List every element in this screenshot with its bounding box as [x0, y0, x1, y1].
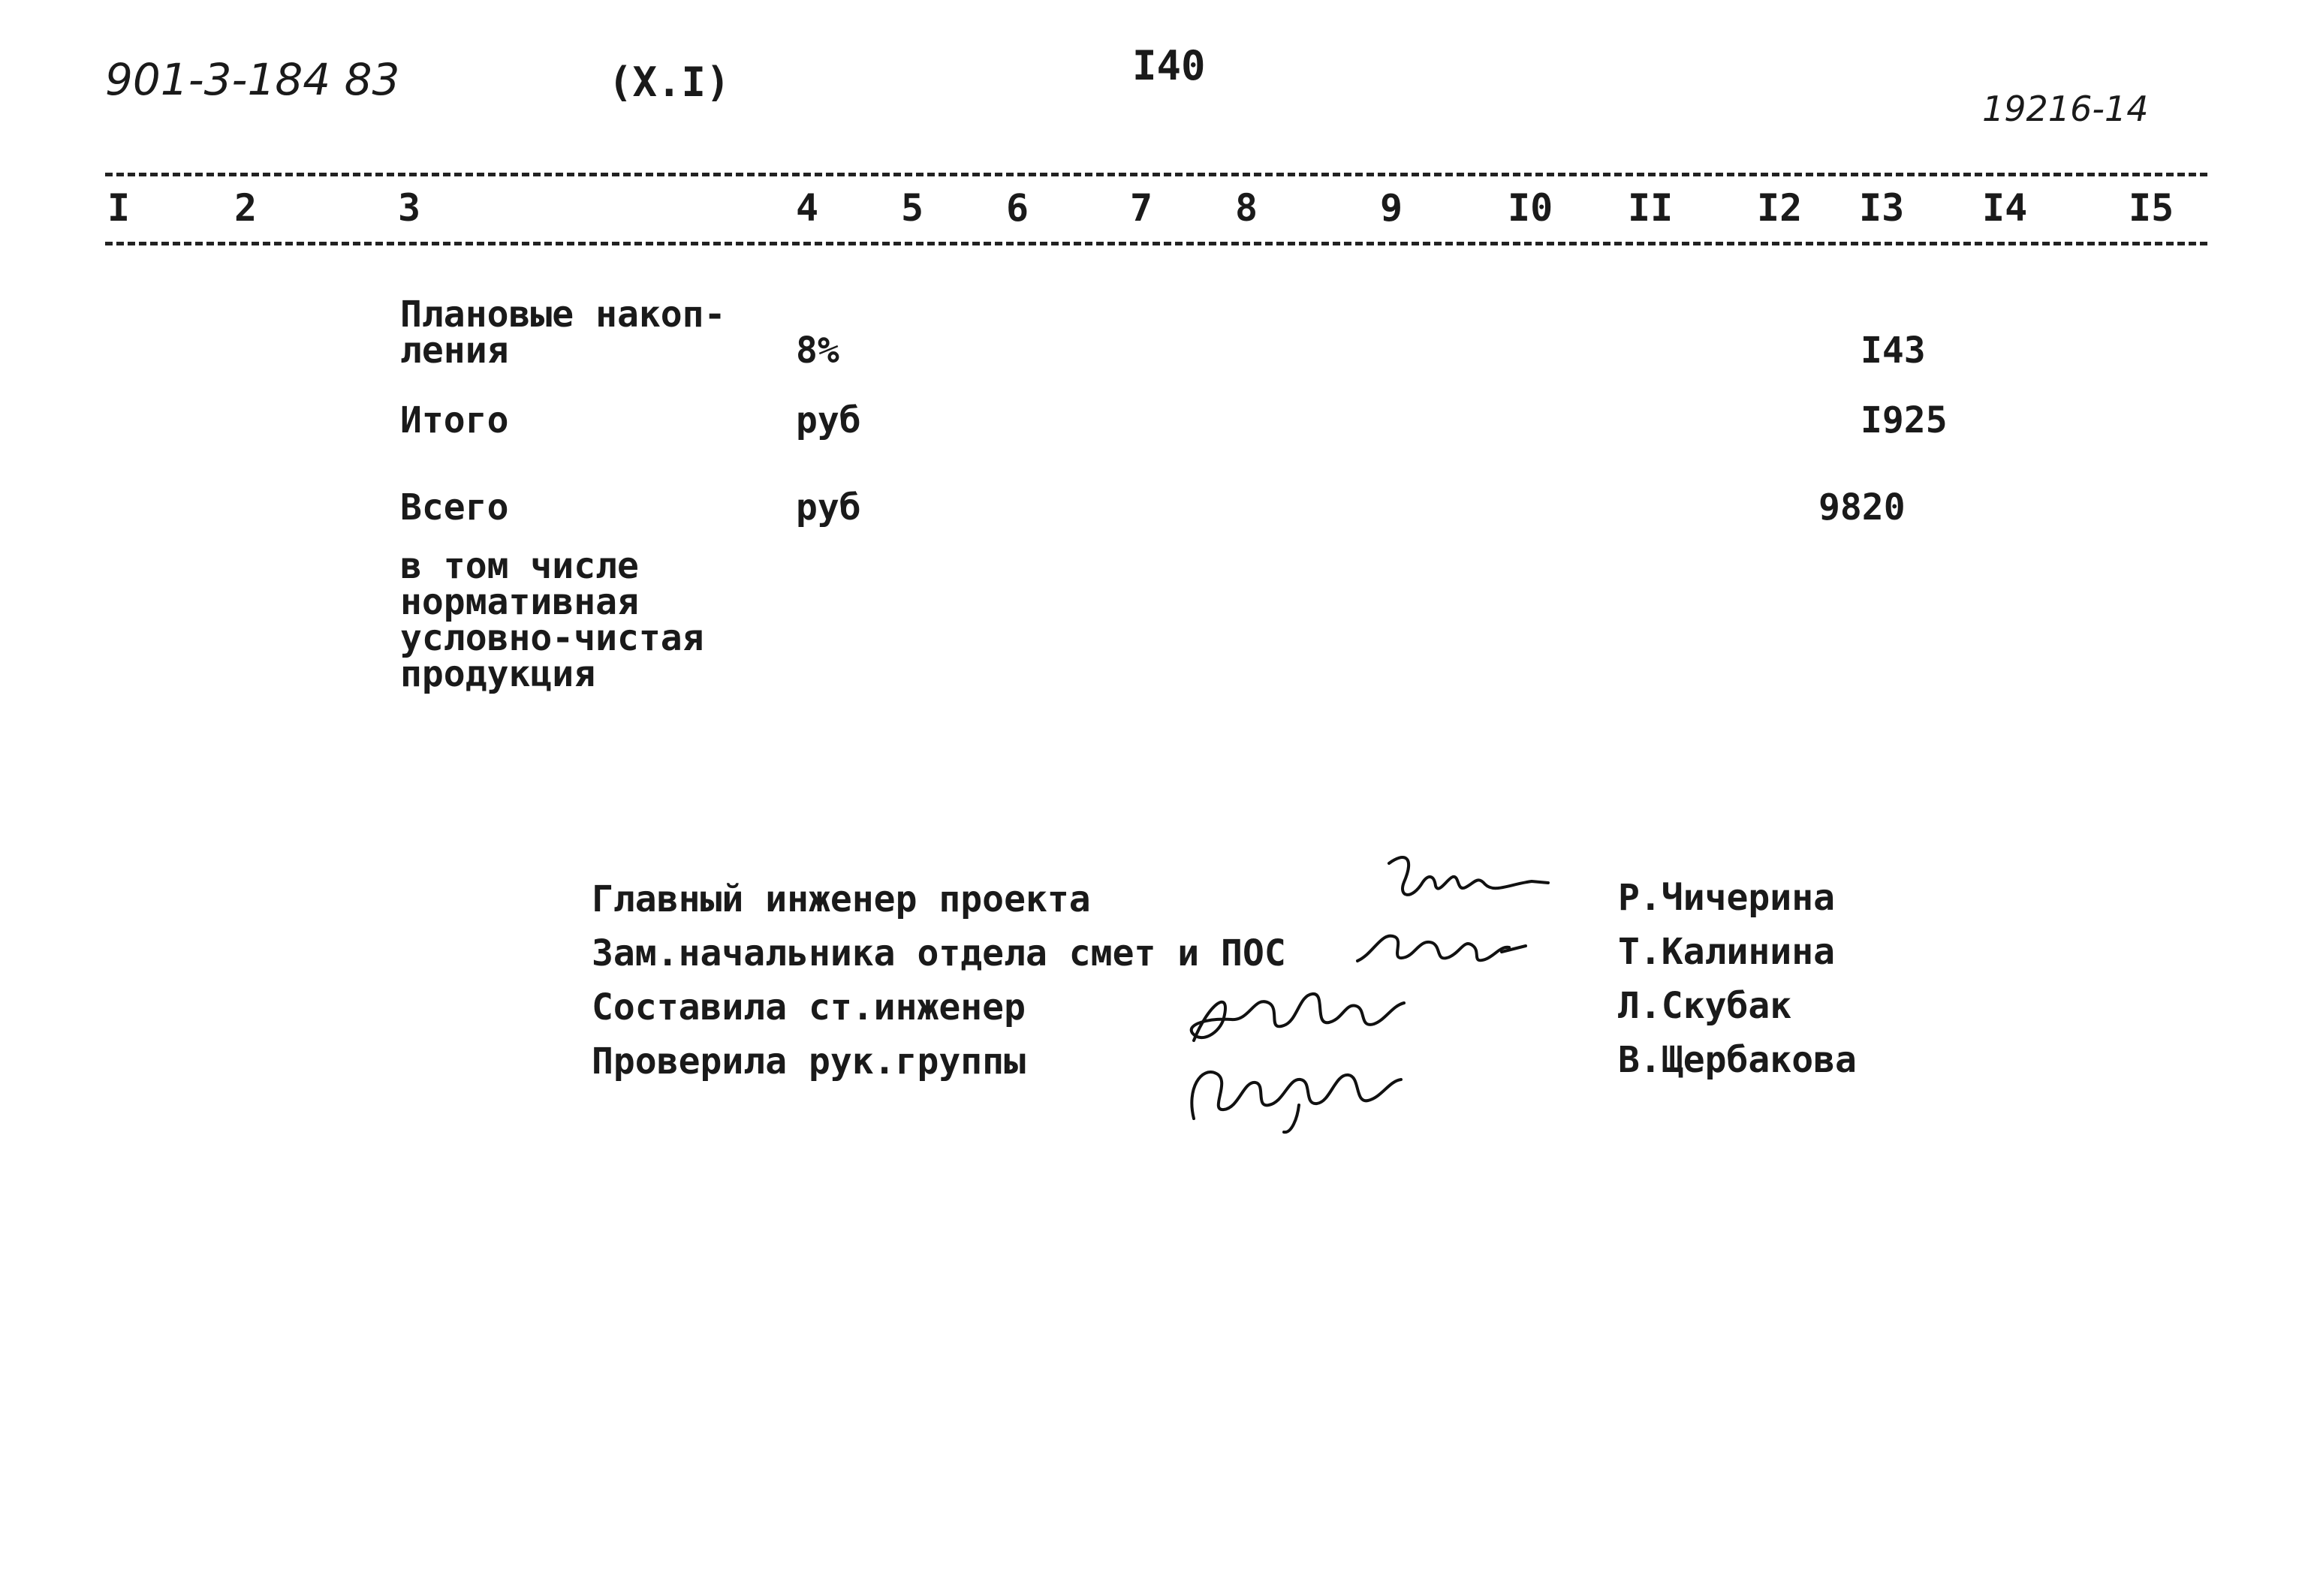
row-value: I925	[1861, 399, 1948, 441]
column-number: 9	[1380, 186, 1403, 230]
section-code: (X.I)	[608, 59, 731, 106]
signature-title: Главный инженер проекта	[592, 878, 1091, 920]
row-unit: руб	[796, 399, 861, 441]
column-number: 4	[796, 186, 819, 230]
row-value: 9820	[1818, 486, 1906, 528]
column-number: I3	[1859, 186, 1905, 230]
column-number: I0	[1508, 186, 1553, 230]
row-name: условно-чистая	[400, 617, 704, 659]
column-number: I4	[1982, 186, 2028, 230]
column-number: I	[107, 186, 131, 230]
row-name: Всего	[400, 486, 509, 528]
signer-name: В.Щербакова	[1618, 1039, 1857, 1081]
row-name: Итого	[400, 399, 509, 441]
signer-name: Р.Чичерина	[1618, 877, 1835, 919]
row-name: продукция	[400, 653, 596, 695]
top-rule	[105, 173, 2207, 176]
row-value: I43	[1861, 330, 1926, 372]
row-name: в том числе	[400, 545, 639, 587]
doc-code: 901-3-184 83	[105, 54, 400, 105]
signer-name: Т.Калинина	[1618, 931, 1835, 973]
handwritten-signature	[1351, 916, 1532, 976]
archive-number: 19216-14	[1982, 89, 2149, 129]
column-number: 2	[234, 186, 258, 230]
signature-title: Составила ст.инженер	[592, 986, 1026, 1028]
row-name: Плановые накоп-	[400, 294, 726, 336]
page-number: I40	[1132, 42, 1206, 89]
handwritten-signature	[1171, 1043, 1412, 1141]
column-number: 7	[1130, 186, 1153, 230]
column-number: 6	[1006, 186, 1029, 230]
signer-name: Л.Скубак	[1618, 985, 1792, 1027]
signature-title: Проверила рук.группы	[592, 1040, 1026, 1083]
column-number: I5	[2129, 186, 2174, 230]
row-unit: руб	[796, 486, 861, 528]
signature-title: Зам.начальника отдела смет и ПОС	[592, 932, 1286, 974]
bottom-rule	[105, 242, 2207, 245]
column-number: 8	[1235, 186, 1258, 230]
column-number: II	[1628, 186, 1674, 230]
row-name: ления	[400, 330, 509, 372]
column-number: 5	[901, 186, 924, 230]
handwritten-signature	[1381, 848, 1554, 916]
row-name: нормативная	[400, 581, 639, 623]
column-number: I2	[1757, 186, 1803, 230]
row-unit: 8%	[796, 330, 839, 372]
column-number: 3	[398, 186, 421, 230]
